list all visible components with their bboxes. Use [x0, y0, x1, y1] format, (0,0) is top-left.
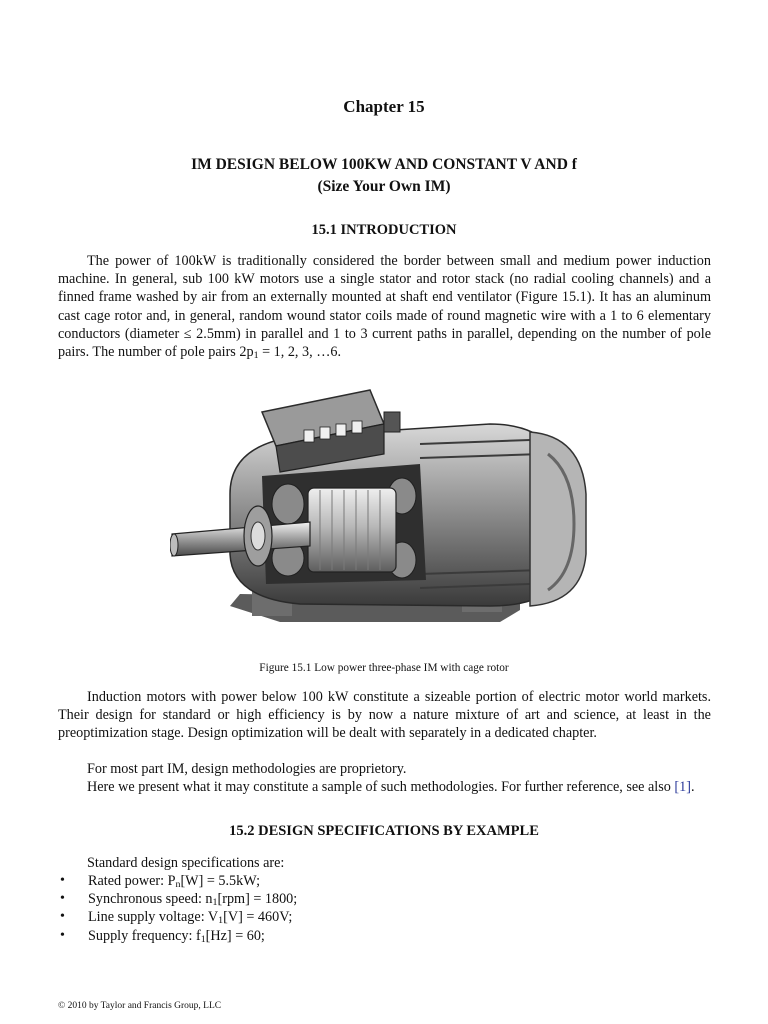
paragraph-markets: Induction motors with power below 100 kW constitute a sizeable portion of electric motor world markets. Their design for standard or high efficiency is by now a nature mixture of art and science, at least in the preoptimization stage. Design optimization will be dealt with separately in a dedicated chapter.	[58, 689, 711, 742]
cage-rotor	[308, 488, 396, 572]
bullet-icon: •	[60, 927, 65, 943]
paragraph-reference-text: Here we present what it may constitute a sample of such methodologies. For further reference, see also	[87, 779, 671, 795]
paragraph-intro-end	[180, 344, 341, 360]
figure-caption: Figure 15.1 Low power three-phase IM with cage rotor	[259, 662, 509, 674]
spec-item-rated-power	[58, 872, 711, 890]
chapter-label: Chapter 15	[343, 97, 425, 116]
chapter-subtitle: (Size Your Own IM)	[317, 178, 451, 195]
cable-gland	[384, 412, 400, 432]
paragraph-intro	[58, 252, 711, 361]
spec-subscript: n	[175, 879, 181, 890]
spec-value: [rpm] = 1800;	[217, 891, 298, 908]
spec-label: Line supply voltage: V	[88, 909, 219, 926]
motor-cutaway-illustration	[170, 384, 590, 654]
spec-item-supply-frequency	[58, 927, 711, 945]
specifications-intro: Standard design specifications are:	[87, 855, 285, 871]
bullet-icon: •	[60, 873, 65, 888]
pole-pairs-text: pole pairs 2p	[180, 344, 254, 361]
paragraph-proprietory: For most part IM, design methodologies are proprietory.	[87, 761, 407, 777]
spec-label: Supply frequency: f	[88, 927, 201, 944]
spec-item-synchronous-speed	[58, 890, 711, 908]
shaft-end	[170, 534, 178, 556]
paragraph-intro-text: The power of 100kW is traditionally considered the border between small and medium power induction machine. In general, sub 100 kW motors use a single stator and rotor stack (no radial cooling channels) and a finned frame washed by air from an externally mounted at shaft end ventilator (Figure 15.1). It has an aluminum cast cage rotor and, in general, random wound stator coils made of round magnetic wire with a 1 to 6 elementary conductors (diameter ≤ 2.5mm) in parallel and 1 to 3 current paths in parallel, depending on the number of pole pairs. The number of	[58, 253, 711, 361]
spec-label: Rated power: P	[88, 873, 176, 889]
paragraph-reference-end: .	[690, 779, 695, 795]
pole-pairs-values: = 1, 2, 3, …6.	[258, 344, 342, 361]
spec-value: [Hz] = 60;	[205, 927, 265, 944]
copyright-footer: © 2010 by Taylor and Francis Group, LLC	[58, 1001, 222, 1011]
spec-subscript: 1	[218, 915, 224, 927]
bullet-icon: •	[60, 891, 65, 907]
pole-pairs-subscript: 1	[253, 350, 259, 362]
spec-value: [V] = 460V;	[223, 909, 293, 926]
chapter-title: IM DESIGN BELOW 100KW AND CONSTANT V AND f	[191, 156, 577, 173]
bearing	[251, 522, 265, 550]
spec-subscript: 1	[200, 933, 206, 945]
section-heading-introduction: 15.1 INTRODUCTION	[311, 222, 457, 238]
section-heading-specifications: 15.2 DESIGN SPECIFICATIONS BY EXAMPLE	[229, 823, 539, 839]
reference-link[interactable]: [1]	[674, 779, 691, 795]
bullet-icon: •	[60, 909, 65, 925]
spec-label: Synchronous speed: n	[88, 891, 213, 908]
spec-value: [W] = 5.5kW;	[180, 873, 261, 889]
specifications-list	[58, 872, 711, 945]
paragraph-reference	[58, 778, 711, 796]
spec-item-line-voltage	[58, 908, 711, 926]
spec-subscript: 1	[212, 897, 218, 909]
